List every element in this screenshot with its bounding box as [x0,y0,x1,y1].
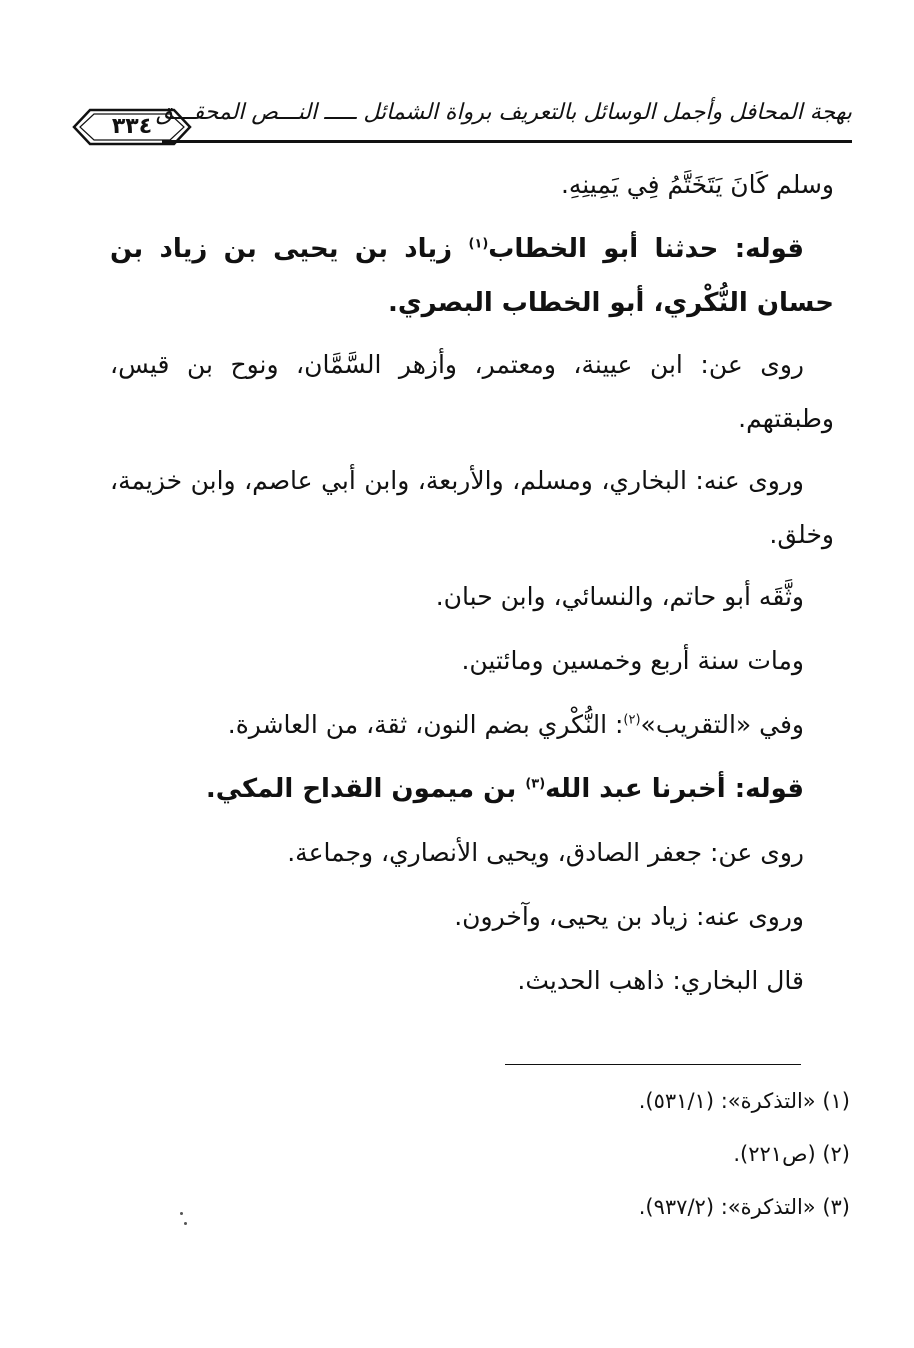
paragraph [110,698,834,752]
footnote: (١) «التذكرة»: (٥٣١/١). [638,1089,850,1113]
paragraph: وروى عنه: البخاري، ومسلم، والأربعة، وابن أبي عاصم، وابن خزيمة، وخلق. [110,466,834,549]
paragraph-heading [110,222,834,330]
paragraph: روى عن: ابن عيينة، ومعتمر، وأزهر السَّمَّان، ونوح بن قيس، وطبقتهم. [110,350,834,433]
paragraph: وروى عنه: زياد بن يحيى، وآخرون. [454,902,804,931]
footnote-divider [505,1064,801,1065]
heading-text: قوله: أخبرنا عبد الله [545,774,804,804]
footnotes [420,1075,850,1234]
paragraph-text: : النُّكْري بضم النون، ثقة، من العاشرة. [227,710,624,739]
heading-text: قوله: حدثنا أبو الخطاب [488,234,804,264]
paragraph: وثَّقَه أبو حاتم، والنسائي، وابن حبان. [435,582,804,611]
scan-speck [180,1212,183,1215]
scan-speck [184,1222,187,1225]
paragraph-text: وفي «التقريب» [640,710,804,739]
footnote-ref: (٣) [525,776,546,792]
heading-text: زياد بن يحيى بن زياد بن حسان النُّكْري، أبو الخطاب البصري. [110,234,834,318]
paragraph: وسلم كَانَ يَتَخَتَّمُ فِي يَمِينِهِ. [560,170,834,199]
header-divider [162,140,852,143]
paragraph: قال البخاري: ذاهب الحديث. [517,966,804,995]
page-number: ٣٣٤ [111,114,153,139]
paragraph: ومات سنة أربع وخمسين ومائتين. [461,646,804,675]
paragraph-heading [110,762,834,816]
heading-text: بن ميمون القداح المكي. [205,774,526,804]
footnote: (٣) «التذكرة»: (٩٣٧/٢). [638,1195,850,1219]
main-text [110,158,834,1018]
footnote: (٢) (ص٢٢١). [733,1142,850,1166]
footnote-ref: (١) [468,236,489,252]
running-header [72,96,852,148]
footnote-ref: (٢) [623,712,641,728]
paragraph: روى عن: جعفر الصادق، ويحيى الأنصاري، وجماعة. [287,838,804,867]
book-title: بهجة المحافل وأجمل الوسائل بالتعريف برواة الشمائل ـــــ النـــص المحقـــق [155,100,852,125]
